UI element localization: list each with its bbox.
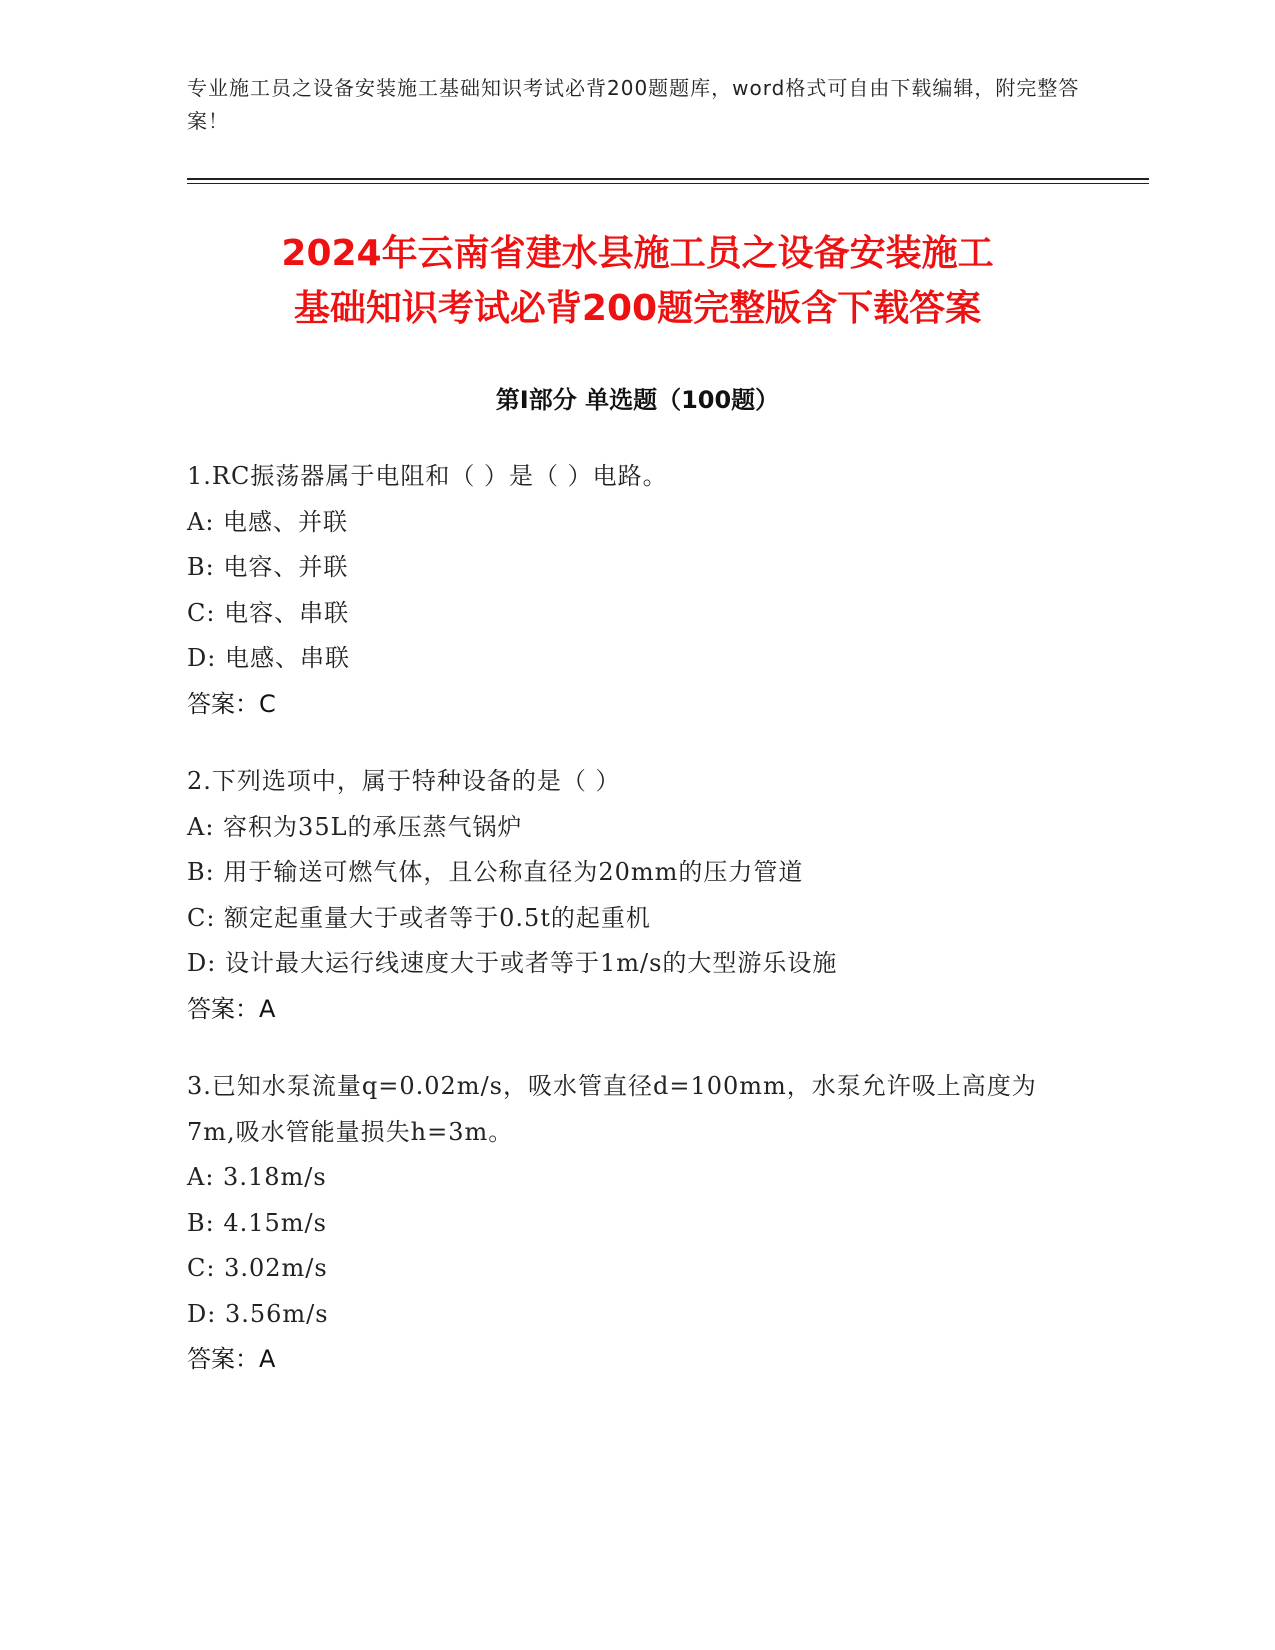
option-c: C: 3.02m/s — [187, 1254, 328, 1282]
question-stem: 3.已知水泵流量q=0.02m/s，吸水管直径d=100mm，水泵允许吸上高度为7m,吸水管能量损失h=3m。 — [187, 1072, 1037, 1146]
section-heading: 第Ⅰ部分 单选题（100题） — [495, 386, 780, 414]
answer: 答案：C — [187, 689, 276, 718]
option-c: C: 电容、串联 — [187, 598, 350, 627]
title-line-1: 2024年云南省建水县施工员之设备安装施工 — [281, 233, 994, 274]
question-stem: 2.下列选项中，属于特种设备的是（ ） — [187, 767, 621, 795]
header-divider-thin — [187, 183, 1149, 184]
header-divider-thick — [187, 178, 1149, 180]
option-a: A: 电感、并联 — [187, 507, 349, 536]
title-line-2: 基础知识考试必背200题完整版含下载答案 — [293, 288, 982, 329]
option-a: A: 3.18m/s — [187, 1163, 327, 1191]
option-b: B: 4.15m/s — [187, 1208, 327, 1237]
answer: 答案：A — [187, 1345, 276, 1373]
option-d: D: 3.56m/s — [187, 1299, 329, 1328]
option-b: B: 电容、并联 — [187, 553, 349, 581]
document-title — [140, 226, 1135, 336]
question-1 — [187, 454, 1087, 727]
answer: 答案：A — [187, 994, 276, 1023]
question-3 — [187, 1064, 1087, 1383]
option-d: D: 电感、串联 — [187, 644, 350, 672]
header-note: 专业施工员之设备安装施工基础知识考试必背200题题库，word格式可自由下载编辑，附完整答案！ — [187, 76, 1080, 133]
question-2 — [187, 759, 1087, 1032]
question-stem: 1.RC振荡器属于电阻和（ ）是（ ）电路。 — [187, 462, 668, 490]
option-b: B: 用于输送可燃气体，且公称直径为20mm的压力管道 — [187, 858, 804, 886]
option-a: A: 容积为35L的承压蒸气锅炉 — [187, 812, 523, 841]
option-d: D: 设计最大运行线速度大于或者等于1m/s的大型游乐设施 — [187, 949, 838, 977]
option-c: C: 额定起重量大于或者等于0.5t的起重机 — [187, 903, 651, 932]
